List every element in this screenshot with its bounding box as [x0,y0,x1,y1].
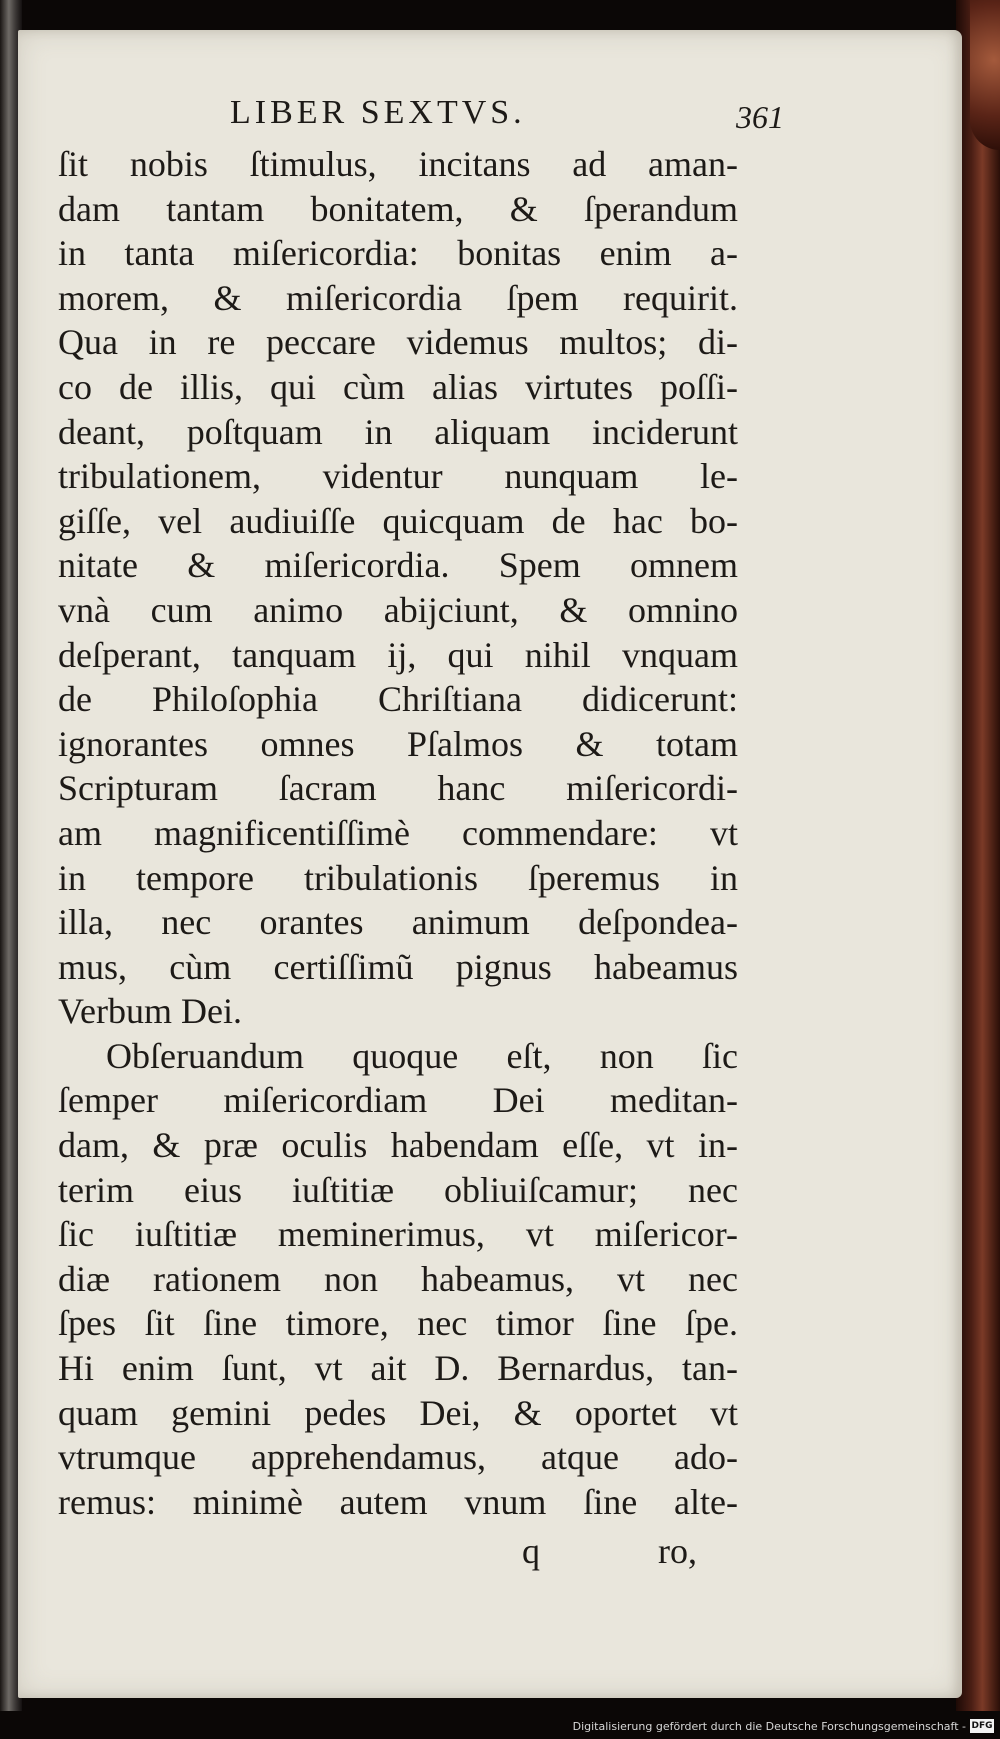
text-line: in tempore tribulationis ſperemus in [58,857,738,898]
text-line-paragraph-end: Verbum Dei. [58,991,242,1032]
text-line: giſſe, vel audiuiſſe quicquam de hac bo- [58,500,738,541]
text-line: vnà cum animo abijciunt, & omnino [58,589,738,630]
text-line: diæ rationem non habeamus, vt nec [58,1258,738,1299]
text-line: ignorantes omnes Pſalmos & totam [58,723,738,764]
text-line: Hi enim ſunt, vt ait D. Bernardus, tan- [58,1348,738,1389]
text-line: deſperant, tanquam ij, qui nihil vnquam [58,634,738,675]
text-line: illa, nec orantes animum deſpondea- [58,902,738,943]
text-line-paragraph-start: Obſeruandum quoque eſt, non ſic [106,1035,738,1076]
text-line: terim eius iuſtitiæ obliuiſcamur; nec [58,1169,738,1210]
text-line: dam, & præ oculis habendam eſſe, vt in- [58,1125,738,1166]
text-line: in tanta miſericordia: bonitas enim a- [58,233,738,274]
text-line: remus: minimè autem vnum ſine alte- [58,1481,738,1522]
text-line: ſpes ſit ſine timore, nec timor ſine ſpe. [58,1303,738,1344]
running-head: LIBER SEXTVS. [230,94,526,131]
signature-mark: q [522,1531,540,1571]
text-line: Scripturam ſacram hanc miſericordi- [58,768,738,809]
text-line: nitate & miſericordia. Spem omnem [58,545,738,586]
catchword: ro, [658,1531,697,1571]
text-line: vtrumque apprehendamus, atque ado- [58,1437,738,1478]
text-line: ſit nobis ſtimulus, incitans ad aman- [58,144,738,184]
text-line: deant, poſtquam in aliquam inciderunt [58,411,738,452]
dfg-logo: DFG [971,1721,993,1731]
digitization-credit: Digitalisierung gefördert durch die Deutsche Forschungsgemeinschaft - [572,1720,966,1733]
text-line: dam tantam bonitatem, & ſperandum [58,188,738,229]
text-line: co de illis, qui cùm alias virtutes poſſi- [58,366,738,407]
text-line: de Philoſophia Chriſtiana didicerunt: [58,679,738,720]
page-footer [18,1526,962,1576]
credit-strip [0,1711,1000,1739]
page-sheet [18,30,962,1698]
binding-clasp [970,0,1000,150]
text-line: tribulationem, videntur nunquam le- [58,456,738,497]
text-line: morem, & miſericordia ſpem requirit. [58,277,738,318]
page-header [18,86,962,140]
text-line: ſic iuſtitiæ meminerimus, vt miſericor- [58,1214,738,1255]
book-binding [956,0,1000,1739]
body-text [58,142,738,1524]
text-line: am magnificentiſſimè commendare: vt [58,812,738,853]
text-line: ſemper miſericordiam Dei meditan- [58,1080,738,1121]
text-line: Qua in re peccare videmus multos; di- [58,322,738,363]
text-line: mus, cùm certiſſimũ pignus habeamus [58,946,738,987]
page-number: 361 [736,99,784,135]
text-line: quam gemini pedes Dei, & oportet vt [58,1392,738,1433]
